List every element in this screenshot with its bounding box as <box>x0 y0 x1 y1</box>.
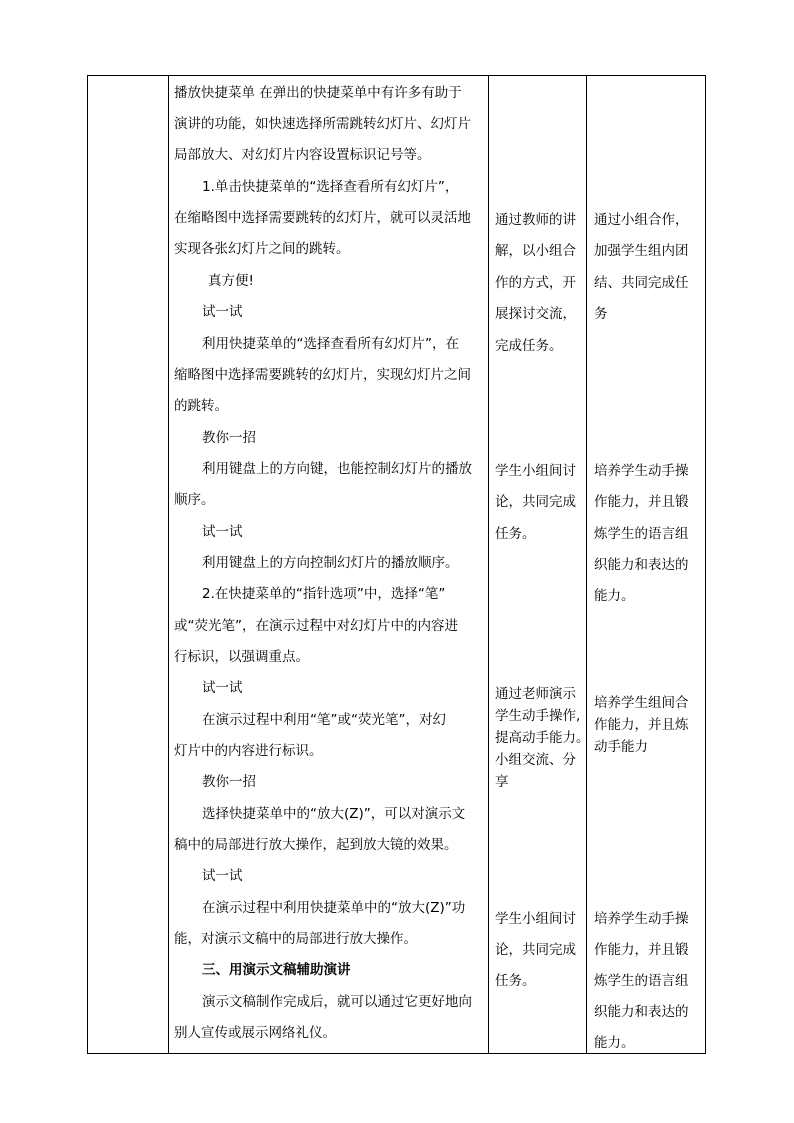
lesson-table <box>87 75 706 1054</box>
student-activity-column <box>495 76 590 1053</box>
content-line: 1.单击快捷菜单的“选择查看所有幻灯片”， <box>202 179 459 195</box>
activity-line: 任务。 <box>495 526 536 542</box>
intent-line: 炼学生的语言组 <box>594 526 689 542</box>
intent-line: 务 <box>594 306 608 322</box>
intent-line: 动手能力 <box>594 739 648 755</box>
column-divider <box>168 76 169 1053</box>
content-line: 真方便! <box>208 273 254 289</box>
content-line: 利用快捷菜单的“选择查看所有幻灯片”，在 <box>202 336 459 352</box>
activity-line: 学生动手操作, <box>495 708 581 724</box>
content-line: 试一试 <box>202 304 243 320</box>
content-line: 行标识，以强调重点。 <box>174 649 309 665</box>
intent-line: 培养学生组间合 <box>594 695 689 711</box>
content-line: 稿中的局部进行放大操作，起到放大镜的效果。 <box>174 837 458 853</box>
content-line: 别人宣传或展示网络礼仪。 <box>174 1025 336 1041</box>
content-line: 试一试 <box>202 524 243 540</box>
intent-line: 作能力，并且锻 <box>594 942 689 958</box>
content-line: 能，对演示文稿中的局部进行放大操作。 <box>174 931 417 947</box>
content-line: 在演示过程中利用“笔”或“荧光笔”，对幻 <box>202 712 446 728</box>
intent-line: 通过小组合作， <box>594 212 689 228</box>
intent-line: 作能力，并且锻 <box>594 494 689 510</box>
content-line: 顺序。 <box>174 492 215 508</box>
intent-line: 能力。 <box>594 1035 635 1051</box>
content-line: 在演示过程中利用快捷菜单中的“放大(Z)”功 <box>202 900 466 916</box>
teaching-content-column <box>174 76 486 1053</box>
activity-line: 展探讨交流， <box>495 306 576 322</box>
design-intent-column <box>594 76 704 1053</box>
content-line: 或“荧光笔”，在演示过程中对幻灯片中的内容进 <box>174 618 458 634</box>
content-line: 缩略图中选择需要跳转的幻灯片，实现幻灯片之间 <box>174 367 471 383</box>
activity-line: 论，共同完成 <box>495 494 576 510</box>
intent-line: 作能力，并且炼 <box>594 717 689 733</box>
content-line: 灯片中的内容进行标识。 <box>174 743 323 759</box>
column-divider <box>586 76 587 1053</box>
activity-line: 完成任务。 <box>495 338 563 354</box>
activity-line: 享 <box>495 774 509 790</box>
intent-line: 结、共同完成任 <box>594 275 689 291</box>
section-heading: 三、用演示文稿辅助演讲 <box>202 962 351 978</box>
content-line: 播放快捷菜单 在弹出的快捷菜单中有许多有助于 <box>174 85 462 101</box>
activity-line: 解，以小组合 <box>495 243 576 259</box>
intent-line: 织能力和表达的 <box>594 1004 689 1020</box>
content-line: 试一试 <box>202 680 243 696</box>
content-line: 在缩略图中选择需要跳转的幻灯片，就可以灵活地 <box>174 210 471 226</box>
content-line: 利用键盘上的方向键，也能控制幻灯片的播放 <box>202 461 472 477</box>
activity-line: 提高动手能力。 <box>495 730 590 746</box>
content-line: 的跳转。 <box>174 398 228 414</box>
content-line: 2.在快捷菜单的“指针选项”中，选择“笔” <box>202 586 446 602</box>
content-line: 实现各张幻灯片之间的跳转。 <box>174 241 350 257</box>
content-line: 试一试 <box>202 868 243 884</box>
activity-line: 论，共同完成 <box>495 942 576 958</box>
activity-line: 学生小组间讨 <box>495 911 576 927</box>
content-line: 利用键盘上的方向控制幻灯片的播放顺序。 <box>202 555 459 571</box>
intent-line: 炼学生的语言组 <box>594 973 689 989</box>
activity-line: 任务。 <box>495 973 536 989</box>
activity-line: 小组交流、分 <box>495 752 576 768</box>
intent-line: 培养学生动手操 <box>594 911 689 927</box>
activity-line: 通过教师的讲 <box>495 212 576 228</box>
content-line: 局部放大、对幻灯片内容设置标识记号等。 <box>174 147 431 163</box>
content-line: 演讲的功能，如快速选择所需跳转幻灯片、幻灯片 <box>174 116 471 132</box>
column-divider <box>488 76 489 1053</box>
intent-line: 织能力和表达的 <box>594 557 689 573</box>
activity-line: 作的方式，开 <box>495 275 576 291</box>
intent-line: 能力。 <box>594 588 635 604</box>
activity-line: 学生小组间讨 <box>495 463 576 479</box>
activity-line: 通过老师演示 <box>495 686 576 702</box>
content-line: 演示文稿制作完成后，就可以通过它更好地向 <box>202 994 472 1010</box>
intent-line: 培养学生动手操 <box>594 463 689 479</box>
intent-line: 加强学生组内团 <box>594 243 689 259</box>
content-line: 教你一招 <box>202 774 256 790</box>
content-line: 选择快捷菜单中的“放大(Z)”，可以对演示文 <box>202 806 466 822</box>
content-line: 教你一招 <box>202 430 256 446</box>
stage-column <box>88 76 168 1053</box>
